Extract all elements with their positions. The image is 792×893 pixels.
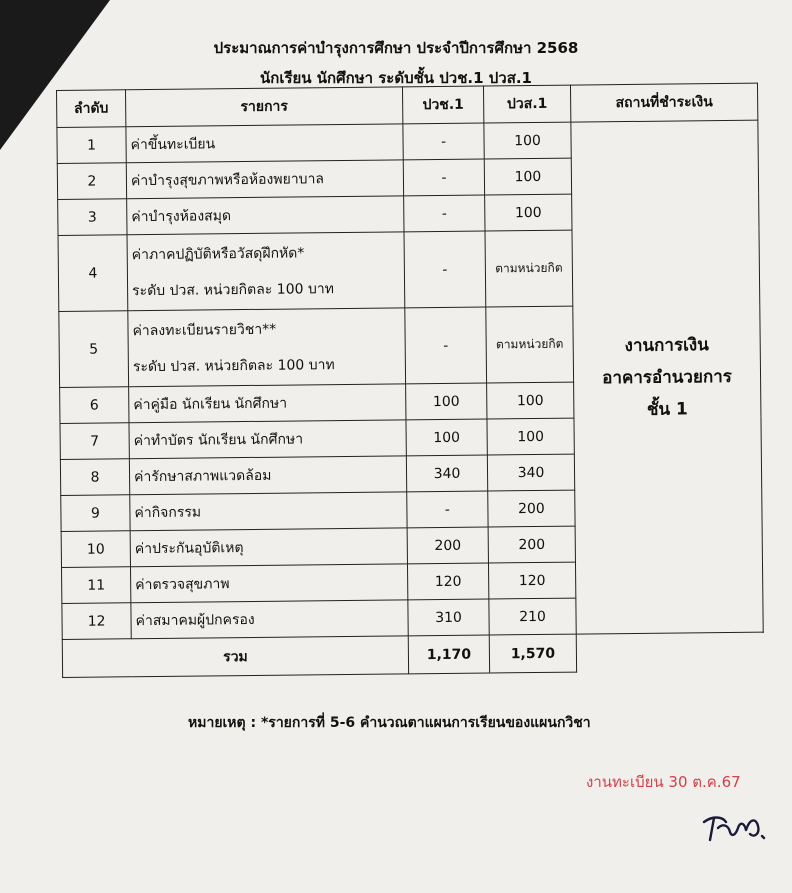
header-no: ลำดับ xyxy=(57,90,126,128)
total-empty-cell xyxy=(576,632,763,672)
row-item-line-1: ค่าภาคปฏิบัติหรือวัสดุฝึกหัด* xyxy=(131,244,305,263)
header-item: รายการ xyxy=(126,87,403,127)
row-item: ค่าคู่มือ นักเรียน นักศึกษา xyxy=(129,384,406,423)
row-pvc1: - xyxy=(407,491,488,528)
row-item: ค่าบำรุงห้องสมุด xyxy=(127,196,404,235)
row-item: ค่าบำรุงสุขภาพหรือห้องพยาบาล xyxy=(126,160,403,199)
row-no: 9 xyxy=(61,495,130,532)
registration-stamp: งานทะเบียน 30 ต.ค.67 xyxy=(586,773,741,791)
row-item: ค่าสมาคมผู้ปกครอง xyxy=(131,600,408,639)
row-pvs1: 200 xyxy=(488,490,575,527)
row-pvs1: 100 xyxy=(487,382,574,419)
row-no: 5 xyxy=(59,311,129,388)
row-item xyxy=(128,308,406,387)
row-pvc1: - xyxy=(404,195,485,232)
total-label: รวม xyxy=(62,636,408,678)
row-no: 7 xyxy=(60,423,129,460)
row-pvc1: - xyxy=(405,307,487,384)
row-item-line-1: ค่าลงทะเบียนรายวิชา** xyxy=(132,321,277,339)
place-line-1: งานการเงิน xyxy=(624,334,709,356)
table-row xyxy=(57,120,758,163)
row-pvc1: - xyxy=(404,231,486,308)
payment-place xyxy=(571,120,763,634)
row-pvs1: ตามหน่วยกิต xyxy=(486,306,574,383)
row-pvc1: - xyxy=(403,159,484,196)
row-item: ค่าประกันอุบัติเหตุ xyxy=(130,528,407,567)
document-subtitle: นักเรียน นักศึกษา ระดับชั้น ปวช.1 ปวส.1 xyxy=(259,69,532,87)
row-pvs1: 100 xyxy=(487,418,574,455)
row-no: 10 xyxy=(61,531,130,568)
document-title: ประมาณการค่าบำรุงการศึกษา ประจำปีการศึกษา 2568 xyxy=(213,39,579,57)
row-item: ค่ากิจกรรม xyxy=(130,492,407,531)
row-pvs1: 100 xyxy=(485,194,572,231)
place-line-3: ชั้น 1 xyxy=(646,398,688,420)
row-item xyxy=(127,232,405,311)
row-pvs1: 120 xyxy=(488,562,575,599)
row-item: ค่าทำบัตร นักเรียน นักศึกษา xyxy=(129,420,406,459)
place-line-2: อาคารอำนวยการ xyxy=(602,366,732,388)
row-pvc1: 100 xyxy=(406,419,487,456)
row-pvc1: 120 xyxy=(407,563,488,600)
row-no: 4 xyxy=(58,235,128,312)
header-pvc1: ปวช.1 xyxy=(402,86,483,124)
row-no: 3 xyxy=(58,199,127,236)
total-pvs1: 1,570 xyxy=(489,634,576,673)
row-item-line-2: ระดับ ปวส. หน่วยกิตละ 100 บาท xyxy=(132,280,334,299)
row-pvc1: - xyxy=(403,123,484,160)
row-no: 2 xyxy=(57,163,126,200)
row-pvs1: 340 xyxy=(487,454,574,491)
row-pvc1: 340 xyxy=(406,455,487,492)
row-pvs1: ตามหน่วยกิต xyxy=(485,230,573,307)
row-pvc1: 200 xyxy=(407,527,488,564)
row-no: 6 xyxy=(60,387,129,424)
row-item: ค่าขึ้นทะเบียน xyxy=(126,124,403,163)
row-item: ค่ารักษาสภาพแวดล้อม xyxy=(129,456,406,495)
row-pvc1: 100 xyxy=(406,383,487,420)
header-pvs1: ปวส.1 xyxy=(483,85,570,123)
row-item-line-2: ระดับ ปวส. หน่วยกิตละ 100 บาท xyxy=(132,356,335,375)
fee-table xyxy=(56,83,764,678)
signature-icon xyxy=(700,808,772,848)
row-pvc1: 310 xyxy=(408,599,489,636)
row-item: ค่าตรวจสุขภาพ xyxy=(130,564,407,603)
row-no: 12 xyxy=(62,603,131,640)
row-pvs1: 100 xyxy=(484,158,571,195)
row-pvs1: 200 xyxy=(488,526,575,563)
header-place: สถานที่ชำระเงิน xyxy=(570,83,757,122)
total-pvc1: 1,170 xyxy=(408,635,489,674)
row-no: 8 xyxy=(60,459,129,496)
row-no: 11 xyxy=(62,567,131,604)
row-pvs1: 210 xyxy=(489,598,576,635)
total-row xyxy=(62,632,763,677)
footnote: หมายเหตุ : *รายการที่ 5-6 คำนวณตาแผนการเรียนของแผนกวิชา xyxy=(188,715,591,731)
row-pvs1: 100 xyxy=(484,122,571,159)
row-no: 1 xyxy=(57,127,126,164)
